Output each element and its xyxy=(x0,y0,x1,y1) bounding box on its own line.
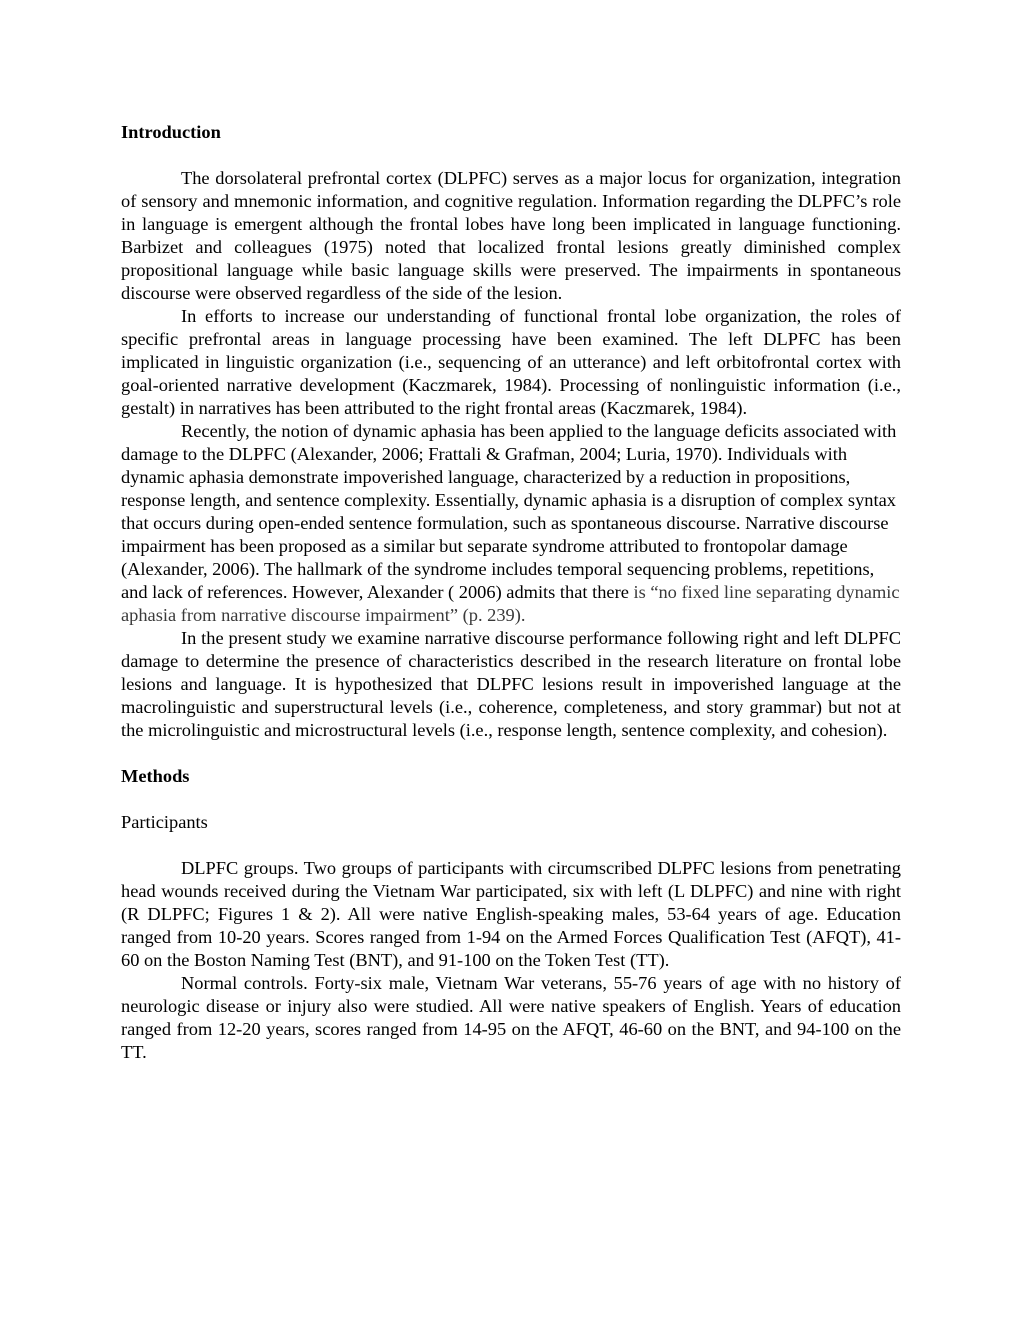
participants-subheading: Participants xyxy=(121,812,208,832)
intro-paragraph-4: In the present study we examine narrative discourse performance following right and left DLPFC damage to determine the presence of characteristics described in the research literature on frontal lobe lesions and language. It is hypothesized that DLPFC lesions result in impoverished language at the macrolinguistic and superstructural levels (i.e., coherence, completeness, and story grammar) but not at the microlinguistic and microstructural levels (i.e., response length, sentence complexity, and cohesion). xyxy=(121,628,901,740)
spacer xyxy=(121,742,901,765)
spacer xyxy=(121,144,901,167)
methods-paragraph-2: Normal controls. Forty-six male, Vietnam War veterans, 55-76 years of age with no history of neurologic disease or injury also were studied. All were native speakers of English. Years of education ranged from 12-20 years, scores ranged from 14-95 on the AFQT, 46-60 on the BNT, and 94-100 on the TT. xyxy=(121,973,901,1062)
intro-paragraph-2: In efforts to increase our understanding of functional frontal lobe organization, the roles of specific prefrontal areas in language processing have been examined. The left DLPFC has been implicated in linguistic organization (i.e., sequencing of an utterance) and left orbitofrontal cortex with goal-oriented narrative development (Kaczmarek, 1984). Processing of nonlinguistic information (i.e., gestalt) in narratives has been attributed to the right frontal areas (Kaczmarek, 1984). xyxy=(121,306,901,418)
intro-paragraph-1: The dorsolateral prefrontal cortex (DLPFC) serves as a major locus for organization, integration of sensory and mnemonic information, and cognitive regulation. Information regarding the DLPFC’s role in language is emergent although the frontal lobes have long been implicated in language functioning. Barbizet and colleagues (1975) noted that localized frontal lesions greatly diminished complex propositional language while basic language skills were preserved. The impairments in spontaneous discourse were observed regardless of the side of the lesion. xyxy=(121,168,901,303)
introduction-heading: Introduction xyxy=(121,122,221,142)
spacer xyxy=(121,788,901,811)
intro-paragraph-3 xyxy=(121,420,901,627)
spacer xyxy=(121,834,901,857)
intro-paragraph-3-text: Recently, the notion of dynamic aphasia has been applied to the language deficits associated with damage to the DLPFC (Alexander, 2006; Frattali & Grafman, 2004; Luria, 1970). Individuals with dynamic aphasia demonstrate impoverished language, characterized by a reduction in propositions, response length, and sentence complexity. Essentially, dynamic aphasia is a disruption of complex syntax that occurs during open-ended sentence formulation, such as spontaneous discourse. Narrative discourse impairment has been proposed as a similar but separate syndrome attributed to frontopolar damage (Alexander, 2006). The hallmark of the syndrome includes temporal sequencing problems, repetitions, and lack of references. However, Alexander ( 2006) admits that there xyxy=(121,421,897,602)
methods-paragraph-1: DLPFC groups. Two groups of participants with circumscribed DLPFC lesions from penetrating head wounds received during the Vietnam War participated, six with left (L DLPFC) and nine with right (R DLPFC; Figures 1 & 2). All were native English-speaking males, 53-64 years of age. Education ranged from 10-20 years. Scores ranged from 1-94 on the Armed Forces Qualification Test (AFQT), 41-60 on the Boston Naming Test (BNT), and 91-100 on the Token Test (TT). xyxy=(121,858,901,970)
methods-heading: Methods xyxy=(121,766,190,786)
alexander-quote: is “no fixed line separating dynamic aphasia from narrative discourse impairment” (p. 239). xyxy=(121,582,900,625)
